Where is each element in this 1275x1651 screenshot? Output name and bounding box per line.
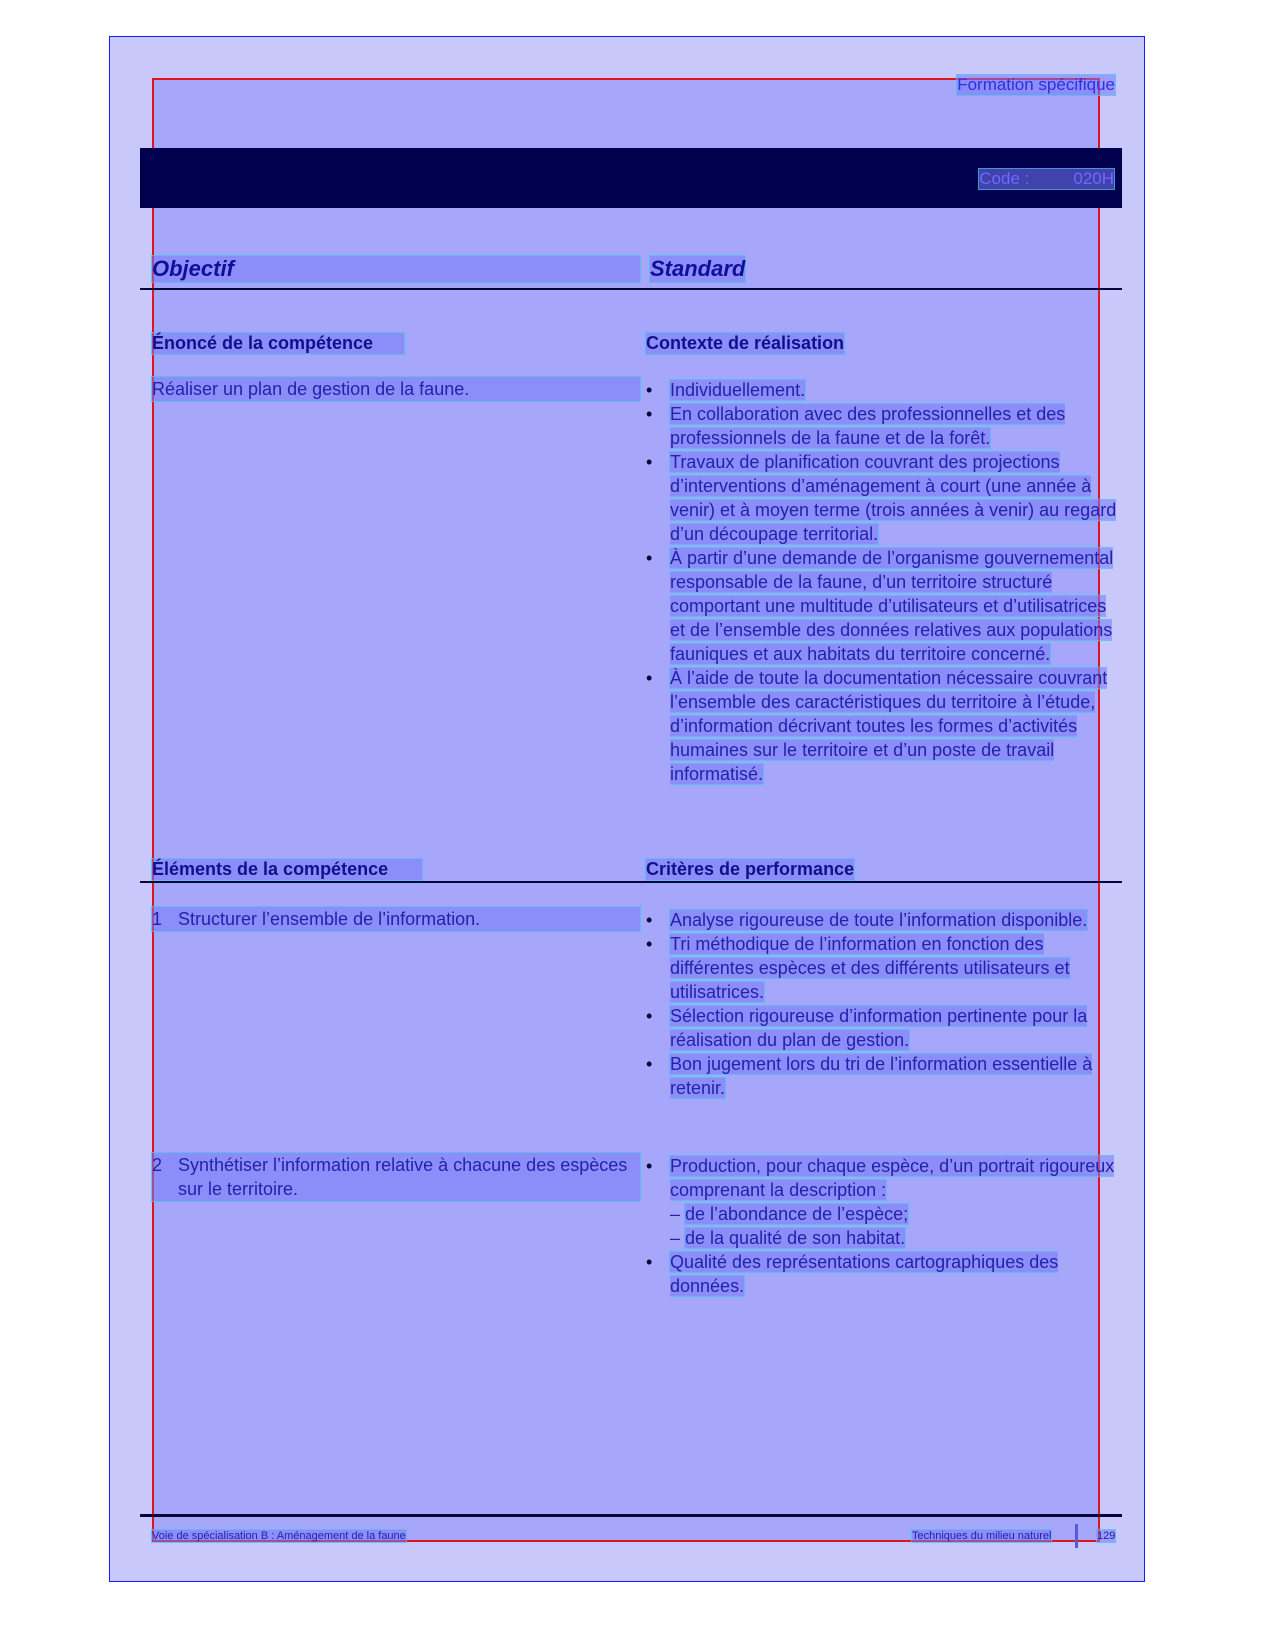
header-banner [140, 148, 1122, 208]
context-item: • À partir d’une demande de l’organisme gouvernemental responsable de la faune, d’un territoire structuré comportant une multitude d’utilisateurs et d’utilisatrices et de l’ensemble des données relatives aux populations fauniques et aux habitats du territoire concerné. [646, 546, 1118, 666]
context-item: • À l’aide de toute la documentation nécessaire couvrant l’ensemble des caractéristiques du territoire à l’étude, d’information décrivant toutes les formes d’activités humaines sur le territoire et d’un poste de travail informatisé. [646, 666, 1118, 786]
criteria-item: • Qualité des représentations cartographiques des données. [646, 1250, 1118, 1298]
context-title: Contexte de réalisation [646, 333, 845, 353]
element-number: 2 [152, 1155, 163, 1175]
standard-heading: Standard [650, 256, 746, 281]
criteria-item: • Bon jugement lors du tri de l’information essentielle à retenir. [646, 1052, 1118, 1100]
context-item: • Individuellement. [646, 378, 1118, 402]
element-text: Synthétiser l’information relative à chacune des espèces sur le territoire. [178, 1155, 628, 1199]
criteria-item: • Analyse rigoureuse de toute l’information disponible. [646, 908, 1118, 932]
criteria-title: Critères de performance [646, 859, 855, 879]
page-number: 129 [1097, 1530, 1116, 1542]
content-frame [152, 78, 1100, 1542]
element-text: Structurer l’ensemble de l’information. [178, 909, 481, 929]
criteria-list-2 [646, 1154, 1118, 1298]
criteria-item: • Production, pour chaque espèce, d’un portrait rigoureux comprenant la description : – de l’abondance de l’espèce; – de la qualité de son habitat. [646, 1154, 1118, 1250]
footer-rule [140, 1514, 1122, 1517]
element-1 [152, 907, 640, 931]
code-value: 020H [1073, 169, 1114, 188]
heading-rule [140, 288, 1122, 290]
elements-title: Éléments de la compétence [152, 859, 422, 880]
footer-right: Techniques du milieu naturel [912, 1530, 1052, 1542]
criteria-subitem: – de l’abondance de l’espèce; [670, 1202, 1118, 1226]
competency-code [979, 169, 1114, 189]
context-item: • En collaboration avec des professionnelles et des professionnels de la faune et de la forêt. [646, 402, 1118, 450]
statement-title: Énoncé de la compétence [152, 333, 404, 354]
objective-heading: Objectif [152, 256, 640, 282]
element-number: 1 [152, 909, 163, 929]
criteria-list-1 [646, 908, 1118, 1100]
program-label: Formation spécifique [957, 75, 1115, 94]
footer-left: Voie de spécialisation B : Aménagement de la faune [152, 1530, 406, 1542]
code-label: Code : [979, 169, 1030, 188]
context-list [646, 378, 1118, 786]
criteria-item: • Sélection rigoureuse d’information pertinente pour la réalisation du plan de gestion. [646, 1004, 1118, 1052]
statement-text: Réaliser un plan de gestion de la faune. [152, 377, 640, 401]
elements-rule [140, 881, 1122, 883]
competence-statement [152, 377, 640, 401]
criteria-item: • Tri méthodique de l’information en fonction des différentes espèces et des différents utilisateurs et utilisatrices. [646, 932, 1118, 1004]
element-2 [152, 1153, 640, 1201]
context-item: • Travaux de planification couvrant des projections d’interventions d’aménagement à court (une année à venir) et à moyen terme (trois années à venir) au regard d’un découpage territorial. [646, 450, 1118, 546]
criteria-subitem: – de la qualité de son habitat. [670, 1226, 1118, 1250]
footer-separator [1075, 1524, 1078, 1548]
